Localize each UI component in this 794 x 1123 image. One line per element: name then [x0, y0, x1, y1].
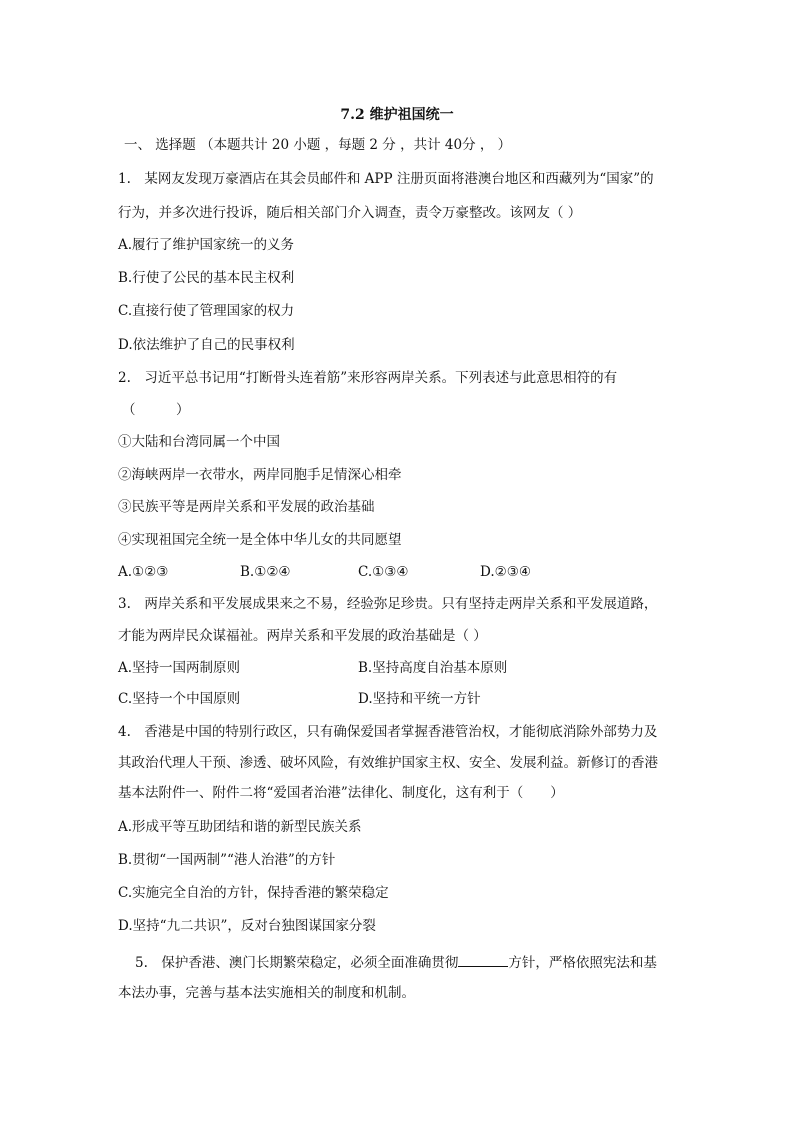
q1-stem-line1: 1. 某网友发现万豪酒店在其会员邮件和 APP 注册页面将港澳台地区和西藏列为“国家”的 — [118, 171, 654, 187]
q3-option-c: C.坚持一个中国原则 — [118, 691, 241, 707]
q2-option-d: D.②③④ — [480, 564, 531, 580]
q1-option-b: B.行使了公民的基本民主权利 — [118, 270, 295, 286]
q1-option-a: A.履行了维护国家统一的义务 — [118, 237, 295, 253]
q5-answer-blank[interactable] — [458, 952, 508, 967]
q2-option-c: C.①③④ — [358, 564, 409, 580]
q2-option-a: A.①②③ — [118, 564, 169, 580]
section-header: 一、 选择题 （本题共计 20 小题 ，每题 2 分 ，共计 40分 ， ） — [124, 137, 512, 153]
q4-option-b: B.贯彻“一国两制”“港人治港”的方针 — [118, 852, 336, 868]
q2-stem-line1: 2. 习近平总书记用“打断骨头连着筋”来形容两岸关系。下列表述与此意思相符的有 — [118, 370, 618, 386]
q3-stem-line2: 才能为两岸民众谋福祉。两岸关系和平发展的政治基础是（ ） — [118, 628, 487, 644]
q2-option-b: B.①②④ — [240, 564, 291, 580]
q4-stem-line3: 基本法附件一、附件二将“爱国者治港”法律化、制度化，这有利于（ ） — [118, 785, 564, 801]
q4-stem-line1: 4. 香港是中国的特别行政区，只有确保爱国者掌握香港管治权，才能彻底消除外部势力及 — [118, 724, 658, 740]
q4-option-a: A.形成平等互助团结和谐的新型民族关系 — [118, 819, 362, 835]
q3-option-d: D.坚持和平统一方针 — [358, 691, 481, 707]
q2-item-2: ②海峡两岸一衣带水，两岸同胞手足情深心相牵 — [118, 467, 402, 483]
q5-stem-line2: 本法办事，完善与基本法实施相关的制度和机制。 — [118, 985, 415, 1001]
q1-option-c: C.直接行使了管理国家的权力 — [118, 303, 295, 319]
q4-option-d: D.坚持“九二共识”，反对台独图谋国家分裂 — [118, 918, 376, 934]
page-title: 7.2 维护祖国统一 — [340, 107, 454, 123]
q1-stem-line2: 行为，并多次进行投诉，随后相关部门介入调查，责令万豪整改。该网友（ ） — [118, 205, 582, 221]
q1-option-d: D.依法维护了自己的民事权利 — [118, 337, 295, 353]
q5-stem-part2: 方针，严格依照宪法和基 — [508, 955, 657, 971]
q2-stem-line2: （ ） — [122, 402, 190, 418]
q3-option-b: B.坚持高度自治基本原则 — [358, 660, 508, 676]
q3-option-a: A.坚持一国两制原则 — [118, 660, 241, 676]
q4-option-c: C.实施完全自治的方针，保持香港的繁荣稳定 — [118, 885, 389, 901]
q3-stem-line1: 3. 两岸关系和平发展成果来之不易，经验弥足珍贵。只有坚持走两岸关系和平发展道路， — [118, 596, 658, 612]
q4-stem-line2: 其政治代理人干预、渗透、破坏风险，有效维护国家主权、安全、发展利益。新修订的香港 — [118, 755, 658, 771]
q2-item-3: ③民族平等是两岸关系和平发展的政治基础 — [118, 499, 375, 515]
q2-item-1: ①大陆和台湾同属一个中国 — [118, 434, 280, 450]
q5-stem-part1: 5. 保护香港、澳门长期繁荣稳定，必须全面准确贯彻 — [135, 955, 459, 971]
q5-stem-line1 — [135, 952, 657, 972]
q2-item-4: ④实现祖国完全统一是全体中华儿女的共同愿望 — [118, 532, 402, 548]
